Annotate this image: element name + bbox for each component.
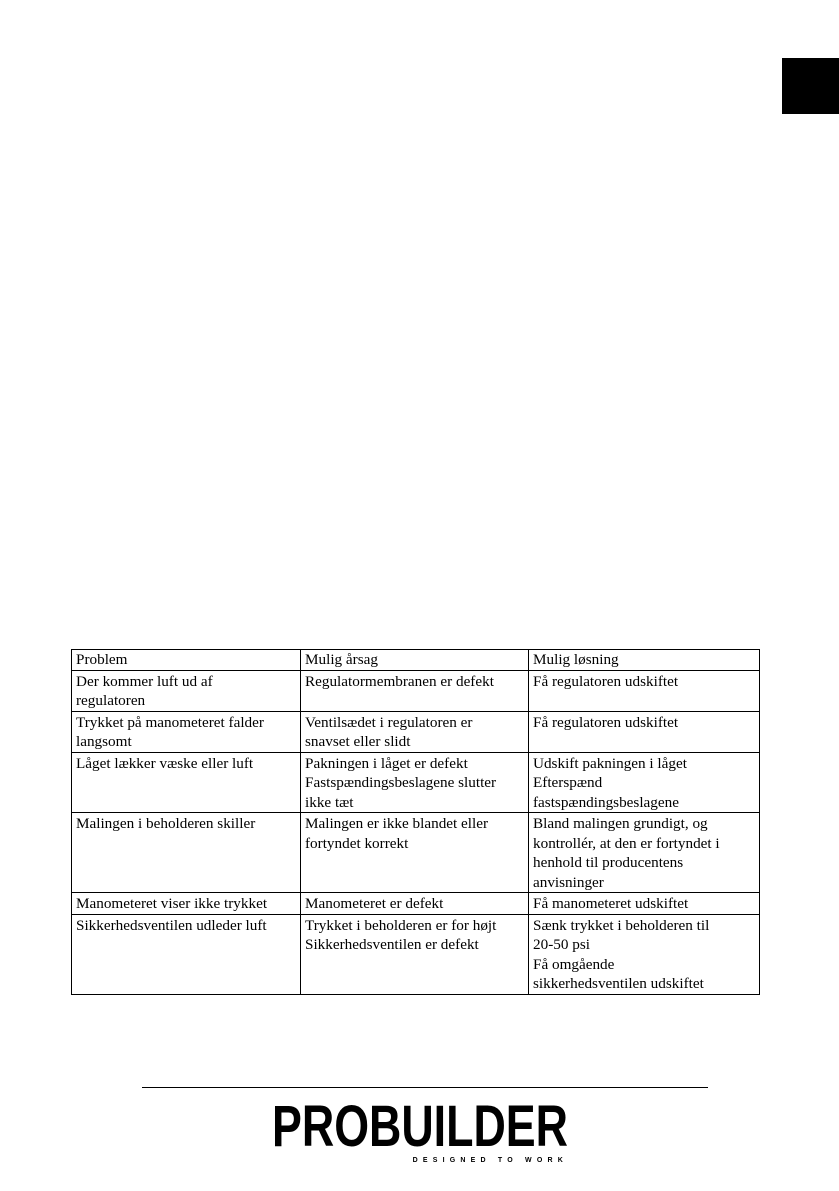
cell-line: kontrollér, at den er fortyndet i xyxy=(533,834,720,852)
cell-line: regulatoren xyxy=(76,692,146,709)
table-cell-problem xyxy=(72,752,301,813)
cell-line: Trykket i beholderen er for højt xyxy=(305,916,497,934)
cell-line: Få regulatoren udskiftet xyxy=(533,713,679,731)
table-row xyxy=(72,752,760,813)
cell-line: ikke tæt xyxy=(305,793,354,811)
cell-line: Udskift pakningen i låget xyxy=(533,754,687,772)
table-row xyxy=(72,813,760,893)
header-cause: Mulig årsag xyxy=(301,650,529,671)
table-cell-solution xyxy=(529,813,760,893)
table-cell-cause xyxy=(301,670,529,711)
cell-line: snavset eller slidt xyxy=(305,733,411,750)
table-cell-cause xyxy=(301,813,529,893)
table-cell-problem xyxy=(72,670,301,711)
cell-line: Sænk trykket i beholderen til xyxy=(533,916,710,934)
cell-line: Efterspænd xyxy=(533,774,603,791)
cell-line: Ventilsædet i regulatoren er xyxy=(305,713,473,731)
cell-line: Malingen i beholderen skiller xyxy=(76,815,256,832)
cell-line: Sikkerhedsventilen udleder luft xyxy=(76,916,267,934)
table-row xyxy=(72,711,760,752)
table-cell-solution xyxy=(529,711,760,752)
table-cell-solution xyxy=(529,752,760,813)
cell-line: Trykket på manometeret falder xyxy=(76,713,264,731)
cell-line: fortyndet korrekt xyxy=(305,834,409,852)
cell-line: Regulatormembranen er defekt xyxy=(305,672,494,690)
cell-line: Sikkerhedsventilen er defekt xyxy=(305,936,479,953)
cell-line: Bland malingen grundigt, og xyxy=(533,815,708,832)
table-header-row xyxy=(72,650,760,671)
logo-wordmark: PROBUILDER xyxy=(272,1094,568,1159)
cell-line: Fastspændingsbeslagene slutter xyxy=(305,774,497,791)
cell-line: langsomt xyxy=(76,733,132,750)
table-body xyxy=(72,650,760,995)
section-marker xyxy=(782,58,839,114)
table-cell-cause xyxy=(301,914,529,994)
cell-line: anvisninger xyxy=(533,873,604,891)
table-row xyxy=(72,914,760,994)
cell-line: Malingen er ikke blandet eller xyxy=(305,815,489,832)
table-row xyxy=(72,670,760,711)
cell-line: henhold til producentens xyxy=(533,854,684,871)
cell-line: 20-50 psi xyxy=(533,936,590,953)
cell-line: Låget lækker væske eller luft xyxy=(76,754,254,772)
cell-line: Få regulatoren udskiftet xyxy=(533,672,679,690)
table-cell-solution xyxy=(529,893,760,915)
cell-line: Manometeret er defekt xyxy=(305,895,444,912)
header-solution: Mulig løsning xyxy=(529,650,760,671)
cell-line: fastspændingsbeslagene xyxy=(533,793,679,811)
troubleshooting-table xyxy=(71,649,760,995)
table-cell-problem xyxy=(72,893,301,915)
header-problem: Problem xyxy=(72,650,301,671)
cell-line: Få manometeret udskiftet xyxy=(533,895,689,912)
table-cell-solution xyxy=(529,670,760,711)
table-cell-solution xyxy=(529,914,760,994)
cell-line: sikkerhedsventilen udskiftet xyxy=(533,975,704,992)
table-cell-cause xyxy=(301,752,529,813)
cell-line: Manometeret viser ikke trykket xyxy=(76,895,268,912)
cell-line: Der kommer luft ud af xyxy=(76,672,213,690)
table-cell-problem xyxy=(72,914,301,994)
table-cell-cause xyxy=(301,711,529,752)
cell-line: Få omgående xyxy=(533,955,615,973)
logo-tagline: DESIGNED TO WORK xyxy=(412,1157,568,1164)
probuilder-logo xyxy=(270,1094,570,1166)
table-cell-problem xyxy=(72,711,301,752)
cell-line: Pakningen i låget er defekt xyxy=(305,754,468,772)
table-row xyxy=(72,893,760,915)
footer-divider xyxy=(142,1087,708,1088)
table-cell-problem xyxy=(72,813,301,893)
table-cell-cause xyxy=(301,893,529,915)
